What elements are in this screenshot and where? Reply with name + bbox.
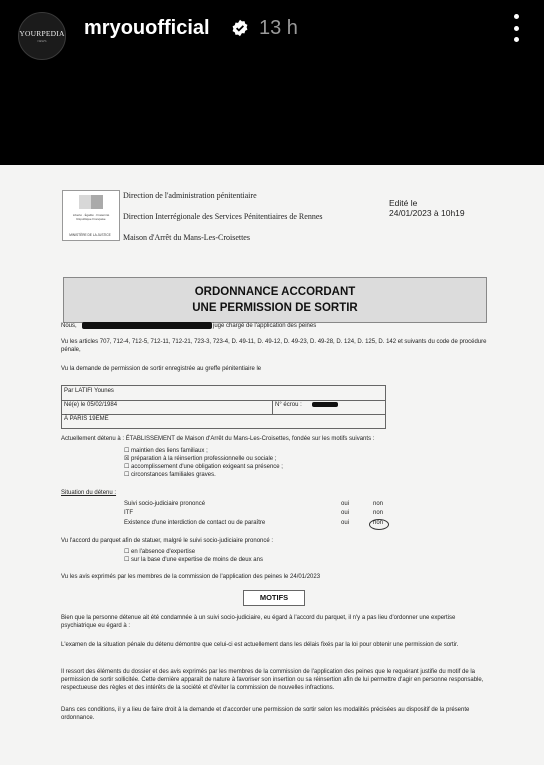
motifs-heading: MOTIFS [243, 590, 305, 606]
parquet-item-1: ☐ en l'absence d'expertise [124, 549, 196, 555]
parquet-text: Vu l'accord du parquet afin de statuer, malgré le suivi socio-judiciaire prononcé : [61, 538, 274, 544]
motive-3: ☐ accomplissement d'une obligation exigeant sa présence ; [124, 464, 283, 470]
paragraph-4: Dans ces conditions, il y a lieu de faire droit à la demande et d'accorder une permission de sortir selon les modalités précisées au dispositif de la présente ordonnance. [61, 707, 470, 721]
situation-label-3: Existence d'une interdiction de contact ou de paraître [124, 520, 266, 526]
situation-oui-3: oui [341, 520, 350, 526]
detenu-text: Actuellement détenu à : ÉTABLISSEMENT de Maison d'Arrêt du Mans-Les-Croisettes, fondée sur les motifs suivants : [61, 436, 375, 442]
edited-label: Edité le [389, 198, 418, 208]
avis-text: Vu les avis exprimés par les membres de la commission de l'application des peines le 24/01/2023 [61, 574, 321, 580]
post-header [0, 0, 544, 165]
document-title [63, 277, 487, 323]
header-line-3: Maison d'Arrêt du Mans-Les-Croisettes [123, 233, 250, 242]
motive-1: ☐ maintien des liens familiaux ; [124, 448, 208, 454]
motive-4: ☐ circonstances familiales graves. [124, 472, 216, 478]
demande-text: Vu la demande de permission de sortir enregistrée au greffe pénitentiaire le [61, 366, 262, 372]
party-ecrou: N° écrou : [275, 402, 302, 408]
title-line-1: ORDONNANCE ACCORDANT [194, 286, 356, 298]
post-time: 13 h [259, 17, 298, 39]
ministry-label: MINISTÈRE DE LA JUSTICE [69, 233, 111, 237]
situation-title: Situation du détenu : [61, 490, 117, 496]
paragraph-2: L'examen de la situation pénale du détenu démontre que celui-ci est actuellement dans les délais fixés par la loi pour obtenir une permission de sortir. [61, 642, 459, 648]
party-born: Né(e) le 05/02/1984 [64, 402, 118, 408]
parquet-item-2: ☐ sur la base d'une expertise de moins de deux ans [124, 557, 263, 563]
nous-suffix: juge chargé de l'application des peines [213, 323, 317, 329]
avatar[interactable] [18, 12, 66, 60]
paragraph-1: Bien que la personne détenue ait été condamnée à un suivi socio-judiciaire, eu égard à l'accord du parquet, il n'y a pas lieu d'ordonner une expertise psychiatrique eu égard à : [61, 615, 456, 629]
header-line-2: Direction Interrégionale des Services Pénitentiaires de Rennes [123, 212, 323, 221]
situation-oui-1: oui [341, 501, 350, 507]
situation-label-2: ITF [124, 510, 133, 516]
situation-label-1: Suivi socio-judiciaire prononcé [124, 501, 206, 507]
party-place: À PARIS 19EME [64, 416, 109, 422]
avatar-logo-text: YOURPEDIA [19, 29, 65, 38]
situation-non-2: non [373, 510, 384, 516]
avatar-logo-sub: NEWS [37, 39, 47, 43]
articles-text: Vu les articles 707, 712-4, 712-5, 712-11, 712-21, 723-3, 723-4, D. 49-11, D. 49-12, D. 49-23, D. 49-28, D. 124, D. 125, D. 142 et suivants du code de procédure pénale, [61, 339, 487, 353]
party-name: Par LATIFI Younes [64, 388, 114, 394]
username[interactable]: mryouofficial [84, 17, 210, 39]
emblem-motto: Liberté · Égalité · Fraternité République Française [72, 213, 110, 221]
situation-non-3: non [373, 520, 384, 526]
situation-oui-2: oui [341, 510, 350, 516]
edited-date: 24/01/2023 à 10h19 [389, 208, 465, 218]
motive-2: ☒ préparation à la réinsertion professionnelle ou sociale ; [124, 456, 277, 462]
nous-prefix: Nous, [61, 323, 77, 329]
document-photo [0, 165, 544, 765]
redaction-judge-name [82, 322, 212, 329]
more-options-icon[interactable] [508, 14, 524, 42]
redaction-ecrou [312, 402, 338, 407]
handwritten-circle [369, 519, 389, 530]
paragraph-3: Il ressort des éléments du dossier et des avis exprimés par les membres de la commission de l'application des peines que le requérant justifie du motif de la permission de sortir sollicitée. Cette dernière apparaît de nature à favoriser son insertion ou sa réinsertion afin de lui permettre d'agir en personne responsable, respectueuse des règles et des intérêts de la société et d'éviter la commission de nouvelles infractions. [61, 669, 484, 691]
title-line-2: UNE PERMISSION DE SORTIR [192, 302, 358, 314]
header-line-1: Direction de l'administration pénitentiaire [123, 191, 257, 200]
situation-non-1: non [373, 501, 384, 507]
verified-badge-icon [231, 19, 249, 37]
